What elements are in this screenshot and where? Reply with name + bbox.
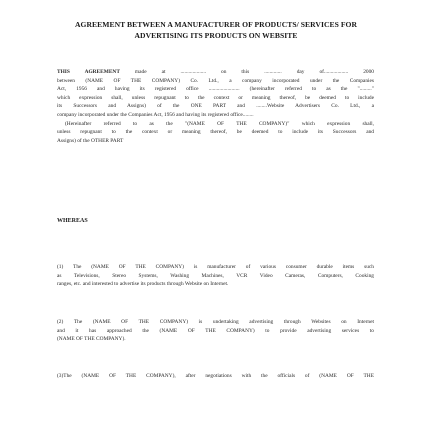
document-title bbox=[18, 20, 414, 41]
paragraph-line: Act, 1956 and having its registered office ....................... (hereinafter referred to as the "........." bbox=[57, 86, 374, 93]
paragraph-line: company incorporated under the Companies Act, 1956 and having its registered office........ bbox=[57, 111, 254, 118]
paragraph-line: (NAME OF THE COMPANY). bbox=[57, 336, 126, 343]
recital-3-paragraph bbox=[57, 372, 374, 381]
title-line-2: ADVERTISING ITS PRODUCTS ON WEBSITE bbox=[134, 30, 298, 40]
whereas-heading: WHEREAS bbox=[57, 218, 88, 224]
agreement-date-line: made at ................... on this ............. day of.................. 2000 bbox=[134, 69, 374, 75]
paragraph-line bbox=[57, 68, 374, 77]
paragraph-line: ranges, etc. and interested to advertise its products through Website on Internet. bbox=[57, 281, 229, 288]
paragraph-line: and it has approached the (NAME OF THE COMPANY) to provide advertising services to bbox=[57, 327, 374, 334]
agreement-lead: THIS AGREEMENT bbox=[57, 69, 120, 75]
paragraph-line: (Hereinafter referred to as the "(NAME OF THE COMPANY)" which expression shall, bbox=[65, 120, 374, 127]
paragraph-line: Assigns) of the OTHER PART bbox=[57, 137, 124, 144]
paragraph-line: (3)The (NAME OF THE COMPANY), after negotiations with the officials of (NAME OF THE bbox=[57, 373, 374, 379]
paragraph-line: (2) The (NAME OF THE COMPANY) is undertaking advertising through Websites on Internet bbox=[57, 319, 374, 325]
title-line-1: AGREEMENT BETWEEN A MANUFACTURER OF PRODUCTS/ SERVICES FOR bbox=[74, 20, 358, 29]
recital-2-paragraph bbox=[57, 318, 374, 344]
paragraph-line: its Successors and Assigns) of the ONE PART and ........Website Advertisers Co. Ltd., a bbox=[57, 103, 374, 110]
paragraph-line: (1) The (NAME OF THE COMPANY) is manufacturer of various consumer durable items such bbox=[57, 264, 374, 270]
paragraph-line: between (NAME OF THE COMPANY) Co. Ltd., a company incorporated under the Companies bbox=[57, 77, 374, 84]
agreement-parties-paragraph bbox=[57, 68, 374, 145]
paragraph-line: which expression shall, unless repugnant to the context or meaning thereof, be deemed to include bbox=[57, 94, 374, 101]
paragraph-line: as Televisions, Stereo Systems, Washing Machines, VCR Video Cameras, Computers, Cooking bbox=[57, 272, 374, 279]
recital-1-paragraph bbox=[57, 263, 374, 289]
paragraph-line: unless repugnant to the context or meaning thereof, be deemed to include its Successors and bbox=[57, 129, 374, 136]
